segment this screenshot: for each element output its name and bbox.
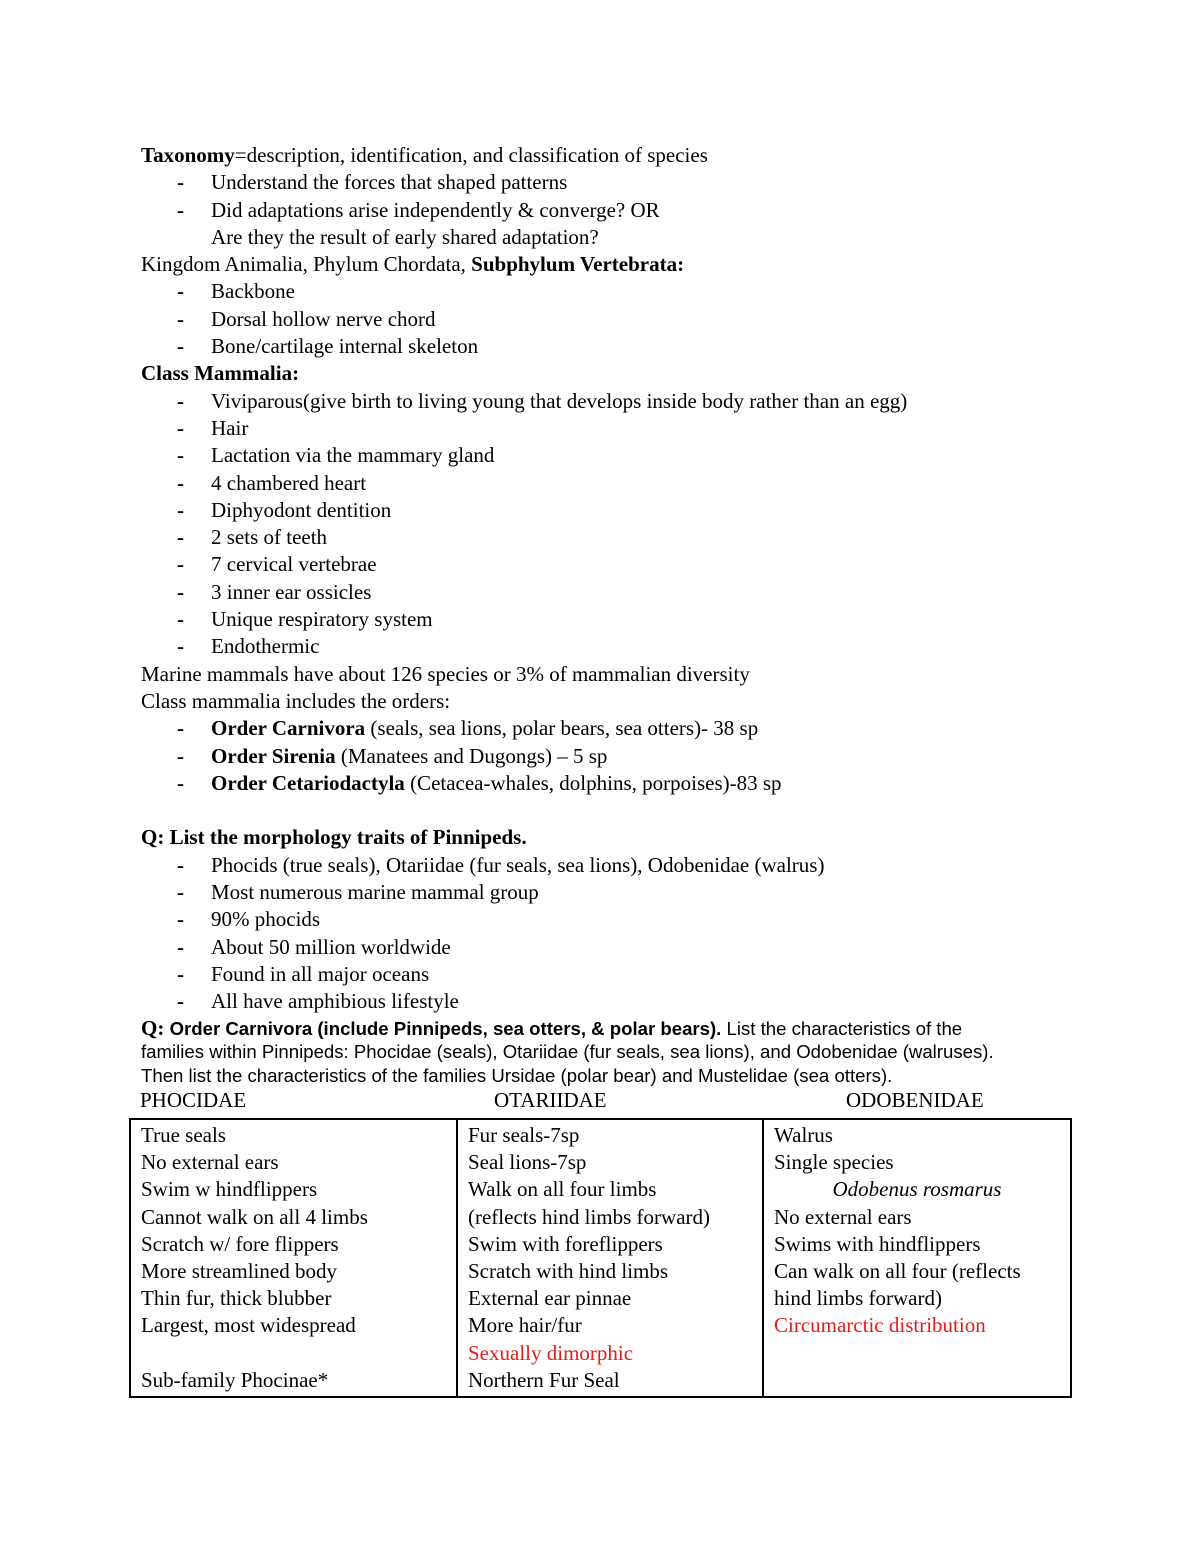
list-item: - Diphyodont dentition [177,497,392,522]
list-item: - Hair [177,415,249,440]
list-item: - Understand the forces that shaped patterns [177,170,568,195]
pinnipeds-question: Q: List the morphology traits of Pinnipeds. [141,825,527,850]
phocidae-cell: True seals No external ears Swim w hindflippers Cannot walk on all 4 limbs Scratch w/ fore flippers More streamlined body Thin fur, thick blubber Largest, most widespread Sub-family Phocinae* [130,1119,457,1397]
list-item-continuation: Are they the result of early shared adaptation? [211,224,599,249]
table-header-row [140,1087,1071,1113]
list-item: - Backbone [177,279,295,304]
species-name: Odobenus rosmarus [832,1177,1002,1202]
list-item: - Bone/cartilage internal skeleton [177,334,479,359]
list-item: - Viviparous(give birth to living young that develops inside body rather than an egg) [177,388,908,413]
header-odobenidae: ODOBENIDAE [846,1088,984,1112]
list-item: - 4 chambered heart [177,470,367,495]
list-item: - 7 cervical vertebrae [177,552,377,577]
list-item: - Order Cetariodactyla (Cetacea-whales, dolphins, porpoises)-83 sp [177,770,782,795]
taxonomy-definition-text: =description, identification, and classification of species [234,143,708,167]
list-item: - 3 inner ear ossicles [177,579,372,604]
list-item: - About 50 million worldwide [177,934,451,959]
taxonomy-definition [141,142,1071,169]
table-row [130,1119,1071,1397]
document-body [141,142,1071,1113]
vertebrata-heading: Kingdom Animalia, Phylum Chordata, Subphylum Vertebrata: [141,252,685,277]
list-item: - Order Sirenia (Manatees and Dugongs) – 5 sp [177,743,608,768]
odobenidae-cell: Walrus Single species Odobenus rosmarus No external ears Swims with hindflippers Can walk on all four (reflects hind limbs forward) Circumarctic distribution [763,1119,1071,1397]
list-item: - All have amphibious lifestyle [177,989,459,1014]
list-item: - Found in all major oceans [177,961,430,986]
orders-intro: Class mammalia includes the orders: [141,688,451,713]
list-item: - 2 sets of teeth [177,525,328,550]
list-item: - Order Carnivora (seals, sea lions, polar bears, sea otters)- 38 sp [177,716,759,741]
taxonomy-term: Taxonomy [141,143,235,167]
marine-mammals-text: Marine mammals have about 126 species or 3% of mammalian diversity [141,661,750,686]
list-item: - Phocids (true seals), Otariidae (fur seals, sea lions), Odobenidae (walrus) [177,852,825,877]
carnivora-question: Q: Order Carnivora (include Pinnipeds, sea otters, & polar bears). List the characteristics of the families within Pinnipeds: Phocidae (seals), Otariidae (fur seals, sea lions), and Odobenidae (walruses). Then list the characteristics of the families Ursidae (polar bear) and Mustelidae (sea otters). [141,1015,994,1086]
list-item: - Most numerous marine mammal group [177,880,539,905]
list-item: - Endothermic [177,634,320,659]
header-phocidae: PHOCIDAE [140,1088,247,1112]
header-otariidae: OTARIIDAE [494,1088,607,1112]
families-table [129,1118,1072,1398]
list-item: - Lactation via the mammary gland [177,443,495,468]
list-item: - Unique respiratory system [177,607,433,632]
list-item: - 90% phocids [177,907,321,932]
otariidae-cell: Fur seals-7sp Seal lions-7sp Walk on all four limbs (reflects hind limbs forward) Swim with foreflippers Scratch with hind limbs External ear pinnae More hair/fur Sexually dimorphic Northern Fur Seal [457,1119,763,1397]
list-item: - Dorsal hollow nerve chord [177,306,436,331]
list-item: - Did adaptations arise independently & converge? OR [177,197,660,222]
mammalia-heading: Class Mammalia: [141,361,300,386]
